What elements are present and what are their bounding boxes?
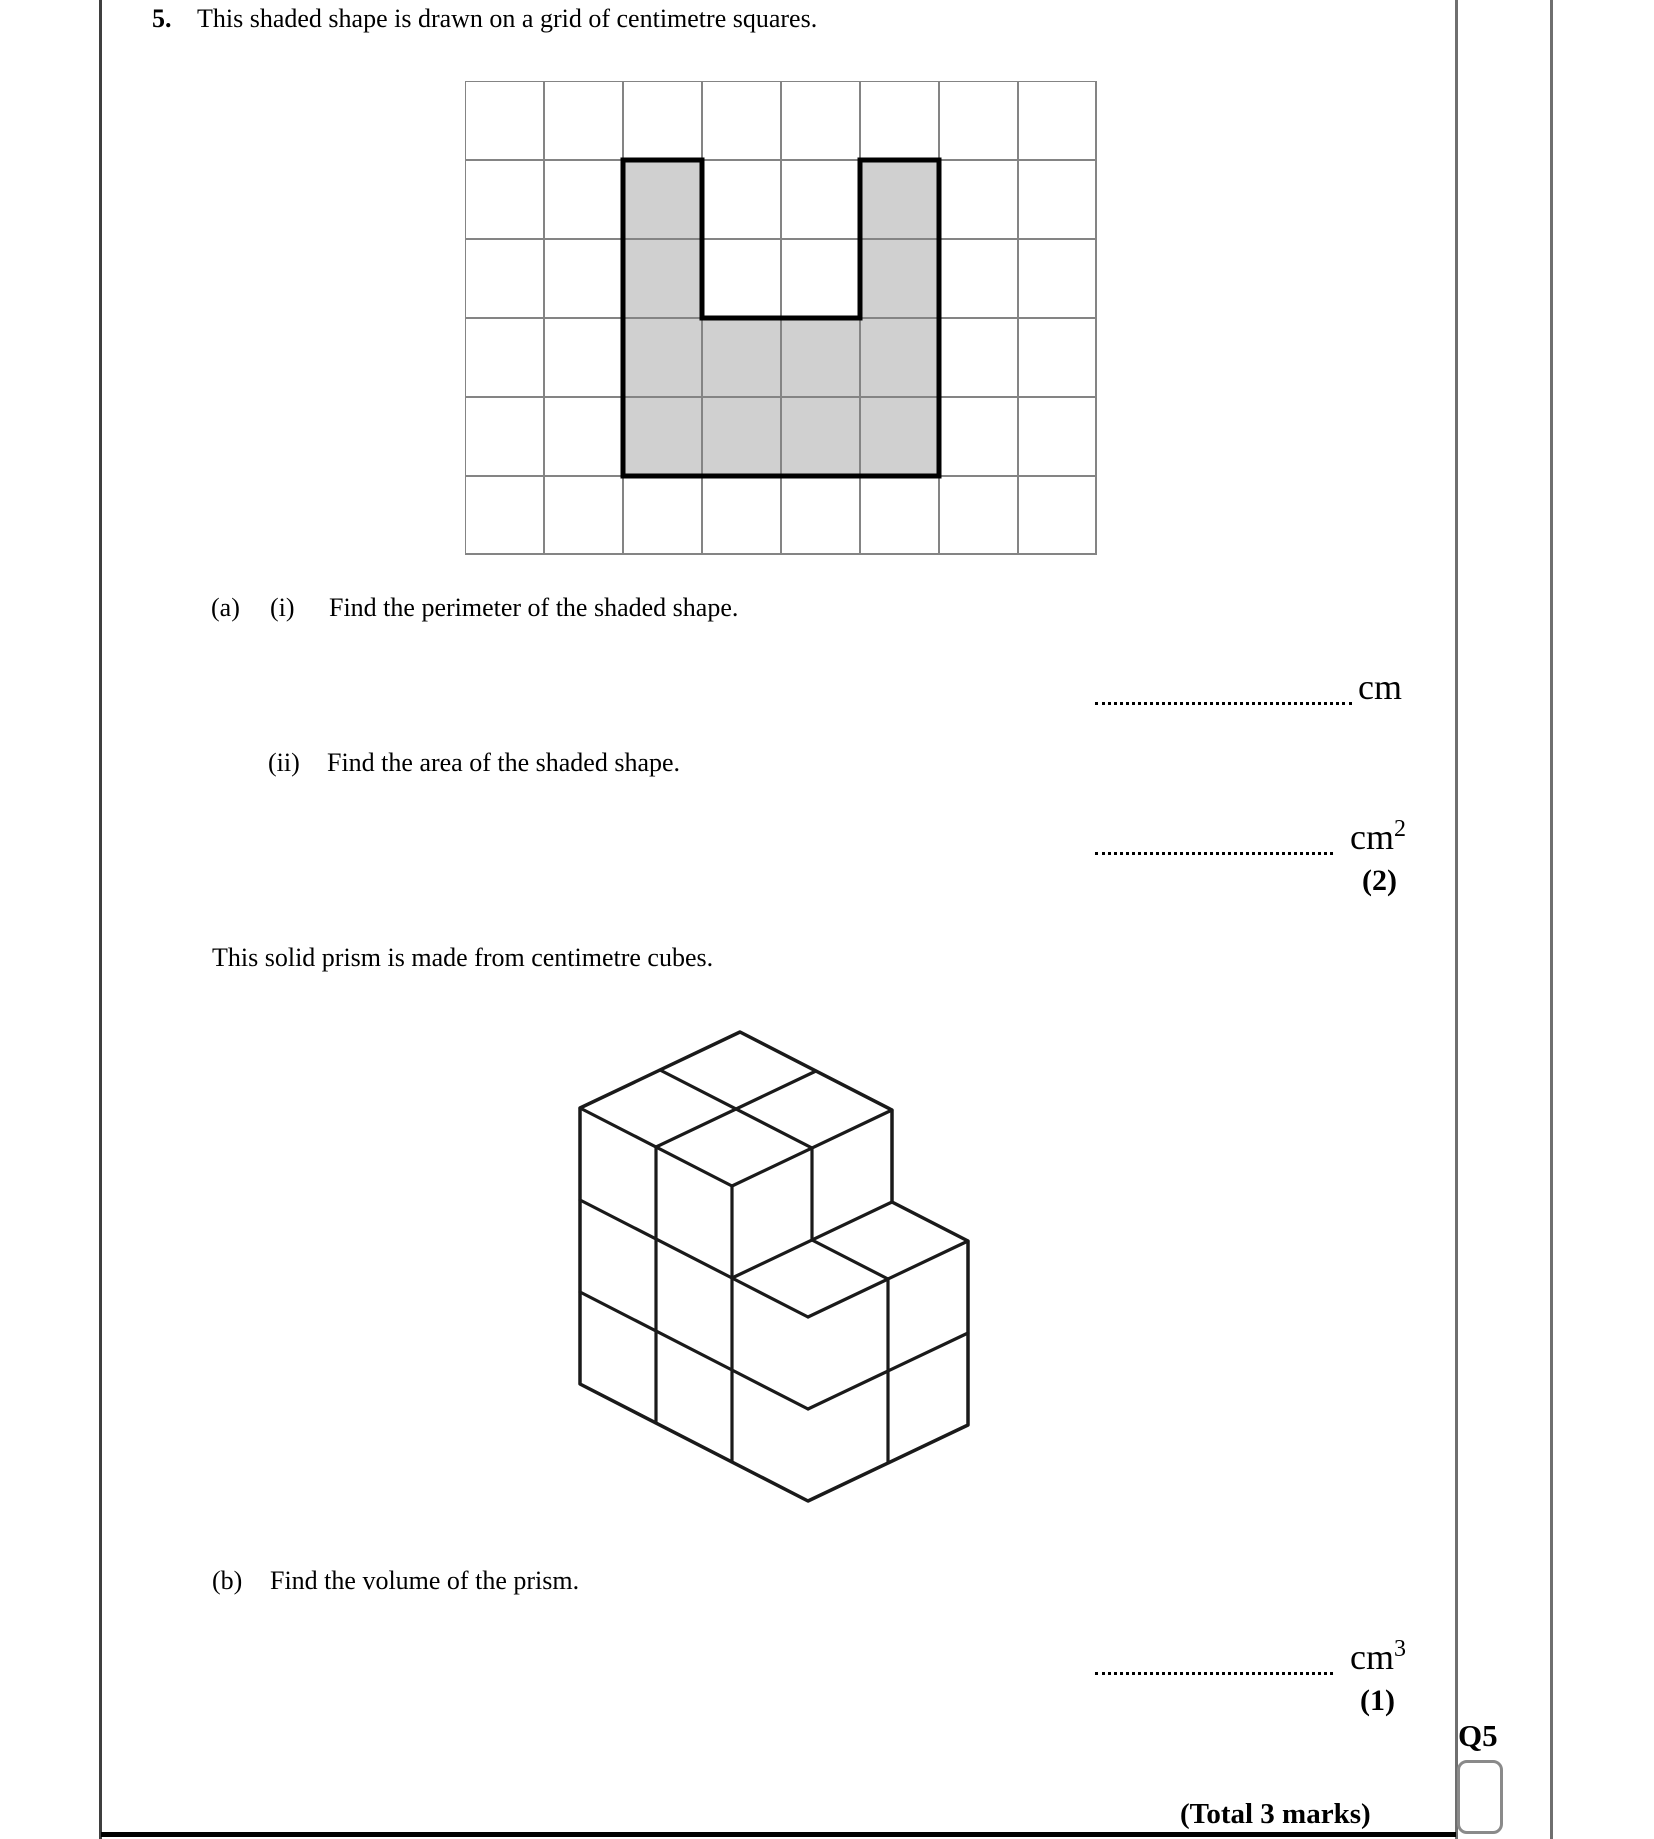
- part-aii-text: Find the area of the shaded shape.: [327, 748, 681, 777]
- cube-prism-svg: [560, 1010, 990, 1520]
- perimeter-unit: [1358, 668, 1402, 706]
- part-ai-text: Find the perimeter of the shaded shape.: [329, 593, 739, 622]
- shaded-cell: [702, 397, 781, 476]
- part-aii-label: (ii): [268, 748, 300, 777]
- shaded-cell: [623, 318, 702, 397]
- part-a-marks: (2): [1362, 864, 1397, 897]
- prism-outline: [580, 1032, 968, 1501]
- answer-dotted-line-volume: [1095, 1642, 1333, 1675]
- shaded-cell: [623, 239, 702, 318]
- volume-unit: [1350, 1638, 1406, 1676]
- right-margin-rule-outer: [1550, 0, 1553, 1839]
- prism-intro-text: This solid prism is made from centimetre cubes.: [212, 943, 714, 972]
- area-unit-base: cm: [1350, 817, 1394, 857]
- total-marks-label: (Total 3 marks): [1180, 1798, 1371, 1830]
- part-b-marks: (1): [1360, 1684, 1395, 1717]
- shaded-cell: [623, 397, 702, 476]
- question-intro-text: This shaded shape is drawn on a grid of centimetre squares.: [197, 4, 818, 33]
- shaded-cell: [860, 160, 939, 239]
- shaded-cell: [781, 318, 860, 397]
- part-a-label: (a): [211, 593, 240, 622]
- right-margin-rule-inner: [1455, 0, 1458, 1839]
- left-margin-rule: [99, 0, 102, 1839]
- area-unit-exponent: 2: [1393, 816, 1406, 842]
- part-ai-label: (i): [270, 593, 295, 622]
- question-bottom-rule: [101, 1832, 1456, 1837]
- shaded-shape-grid-figure: [465, 81, 1097, 555]
- examiner-mark-box: [1457, 1760, 1503, 1834]
- shaded-cell: [781, 397, 860, 476]
- cube-prism-figure: [560, 1010, 990, 1520]
- area-unit: [1350, 818, 1406, 856]
- shaded-cell: [860, 397, 939, 476]
- shaded-cell: [860, 318, 939, 397]
- part-b-label: (b): [212, 1566, 243, 1595]
- shaded-shape-grid-svg: [465, 81, 1097, 555]
- volume-unit-exponent: 3: [1393, 1636, 1406, 1662]
- shaded-cell: [702, 318, 781, 397]
- question-tag-label: Q5: [1458, 1718, 1498, 1753]
- part-b-text: Find the volume of the prism.: [270, 1566, 580, 1595]
- volume-unit-base: cm: [1350, 1637, 1394, 1677]
- answer-dotted-line-area: [1095, 822, 1333, 855]
- perimeter-unit-base: cm: [1358, 667, 1402, 707]
- shaded-cell: [623, 160, 702, 239]
- answer-dotted-line-perimeter: [1095, 672, 1352, 705]
- question-number: 5.: [152, 4, 172, 33]
- shaded-cell: [860, 239, 939, 318]
